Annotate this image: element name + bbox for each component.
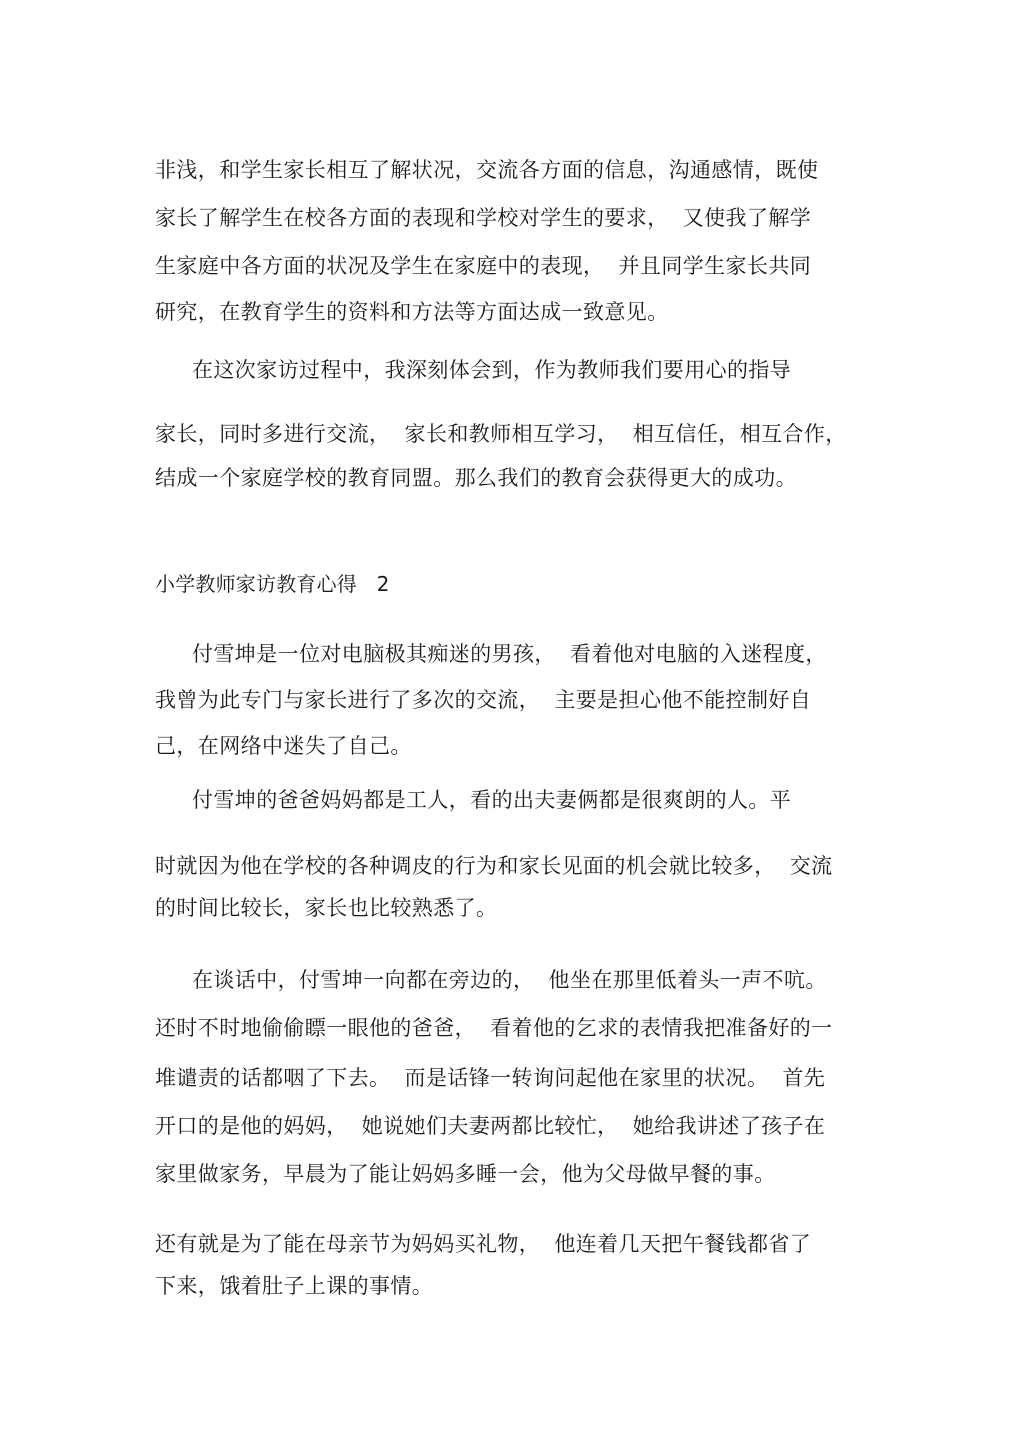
paragraph-3-line-3: 己，在网络中迷失了自己。 [155,734,412,758]
paragraph-5-line-2: 还时不时地偷偷瞟一眼他的爸爸， 看着他的乞求的表情我把准备好的一 [155,1016,833,1040]
paragraph-4-line-2: 时就因为他在学校的各种调皮的行为和家长见面的机会就比较多， 交流 [155,854,833,878]
paragraph-2-line-3: 结成一个家庭学校的教育同盟。那么我们的教育会获得更大的成功。 [155,466,797,490]
paragraph-5-line-4: 开口的是他的妈妈， 她说她们夫妻两都比较忙， 她给我讲述了孩子在 [155,1114,826,1138]
paragraph-5-line-3: 堆谴责的话都咽了下去。 而是话锋一转询问起他在家里的状况。 首先 [155,1066,826,1090]
paragraph-1-line-4: 研究，在教育学生的资料和方法等方面达成一致意见。 [155,300,669,324]
paragraph-3-line-1: 付雪坤是一位对电脑极其痴迷的男孩， 看着他对电脑的入迷程度， [192,642,827,666]
paragraph-1-line-1: 非浅，和学生家长相互了解状况，交流各方面的信息，沟通感情，既使 [155,158,819,182]
section-title: 小学教师家访教育心得 2 [155,572,390,596]
paragraph-3-line-2: 我曾为此专门与家长进行了多次的交流， 主要是担心他不能控制好自 [155,688,812,712]
paragraph-1-line-2: 家长了解学生在校各方面的表现和学校对学生的要求， 又使我了解学 [155,206,812,230]
paragraph-6-line-1: 还有就是为了能在母亲节为妈妈买礼物， 他连着几天把午餐钱都省了 [155,1232,812,1256]
paragraph-1-line-3: 生家庭中各方面的状况及学生在家庭中的表现， 并且同学生家长共同 [155,254,812,278]
paragraph-2-line-1: 在这次家访过程中，我深刻体会到，作为教师我们要用心的指导 [192,358,792,382]
paragraph-5-line-5: 家里做家务，早晨为了能让妈妈多睡一会，他为父母做早餐的事。 [155,1162,776,1186]
paragraph-2-line-2: 家长，同时多进行交流， 家长和教师相互学习， 相互信任，相互合作， [155,422,847,446]
paragraph-4-line-3: 的时间比较长，家长也比较熟悉了。 [155,896,498,920]
paragraph-4-line-1: 付雪坤的爸爸妈妈都是工人，看的出夫妻俩都是很爽朗的人。平 [192,788,792,812]
paragraph-6-line-2: 下来，饿着肚子上课的事情。 [155,1274,434,1298]
paragraph-5-line-1: 在谈话中，付雪坤一向都在旁边的， 他坐在那里低着头一声不吭。 [192,968,827,992]
